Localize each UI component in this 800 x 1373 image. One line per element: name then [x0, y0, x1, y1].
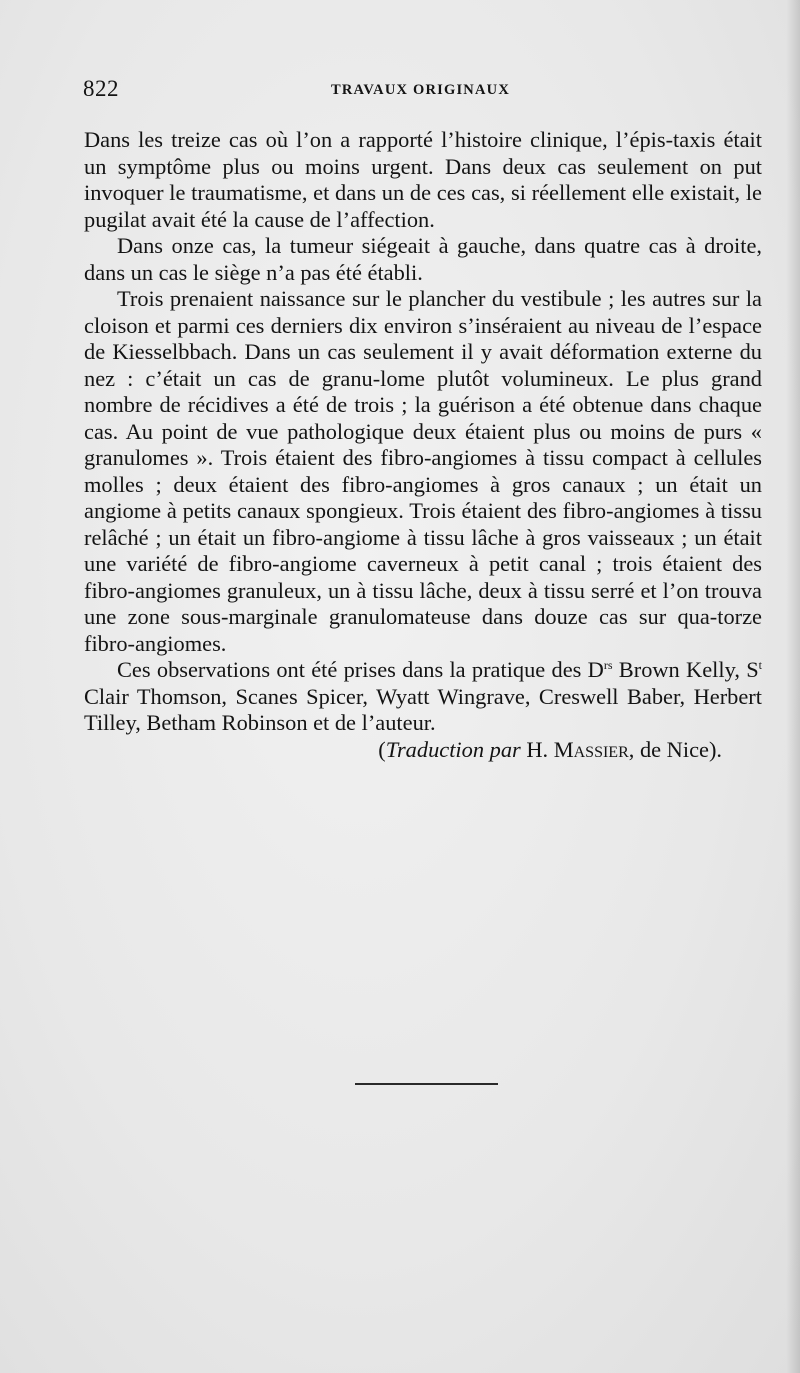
- page-number: 822: [83, 76, 119, 101]
- paragraph-2: Dans onze cas, la tumeur siégeait à gauche, dans quatre cas à droite, dans un cas le siège n’a pas été établi.: [84, 233, 762, 285]
- paragraph-3: Trois prenaient naissance sur le plancher du vestibule ; les autres sur la cloison et parmi ces derniers dix environ s’inséraient au niveau de l’espace de Kiesselbbach. Dans un cas seulement il y avait déformation externe du nez : c’était un cas de granu-lome plutôt volumineux. Le plus grand nombre de récidives a été de trois ; la guérison a été obtenue dans chaque cas. Au point de vue pathologique deux étaient plus ou moins de purs « granulomes ». Trois étaient des fibro-angiomes à tissu compact à cellules molles ; deux étaient des fibro-angiomes à gros canaux ; un était un angiome à petits canaux spongieux. Trois étaient des fibro-angiomes à tissu relâché ; un était un fibro-angiome à tissu lâche à gros vaisseaux ; un était une variété de fibro-angiome caverneux à petit canal ; trois étaient des fibro-angiomes granuleux, un à tissu lâche, deux à tissu serré et l’on trouva une zone sous-marginale granulomateuse dans douze cas sur qua-torze fibro-angiomes.: [84, 286, 762, 656]
- credit-translator-name: H. Massier: [520, 736, 629, 762]
- paragraph-4-part-1: Ces observations ont été prises dans la pratique des D: [117, 657, 604, 682]
- body-text: [84, 127, 762, 763]
- paragraph-4: [84, 657, 762, 737]
- credit-open-paren: (: [378, 736, 386, 762]
- translation-credit: [84, 737, 762, 764]
- paragraph-1: Dans les treize cas où l’on a rapporté l’histoire clinique, l’épis-taxis était un symptôme plus ou moins urgent. Dans deux cas seulement on put invoquer le traumatisme, et dans un de ces cas, si réellement elle existait, le pugilat avait été la cause de l’affection.: [84, 127, 762, 232]
- paragraph-4-part-2: Brown Kelly, S: [612, 657, 759, 682]
- page-header: [83, 76, 783, 110]
- credit-translation-label: Traduction par: [385, 736, 521, 762]
- page-edge-shadow: [786, 0, 800, 1373]
- superscript-st: t: [758, 658, 762, 672]
- running-head: TRAVAUX ORIGINAUX: [331, 82, 510, 98]
- credit-place: , de Nice).: [628, 736, 722, 762]
- paragraph-4-part-3: Clair Thomson, Scanes Spicer, Wyatt Wingrave, Creswell Baber, Herbert Tilley, Betham Robinson et de l’auteur.: [84, 683, 762, 735]
- section-end-rule: [355, 1083, 498, 1085]
- superscript-drs: rs: [603, 658, 613, 672]
